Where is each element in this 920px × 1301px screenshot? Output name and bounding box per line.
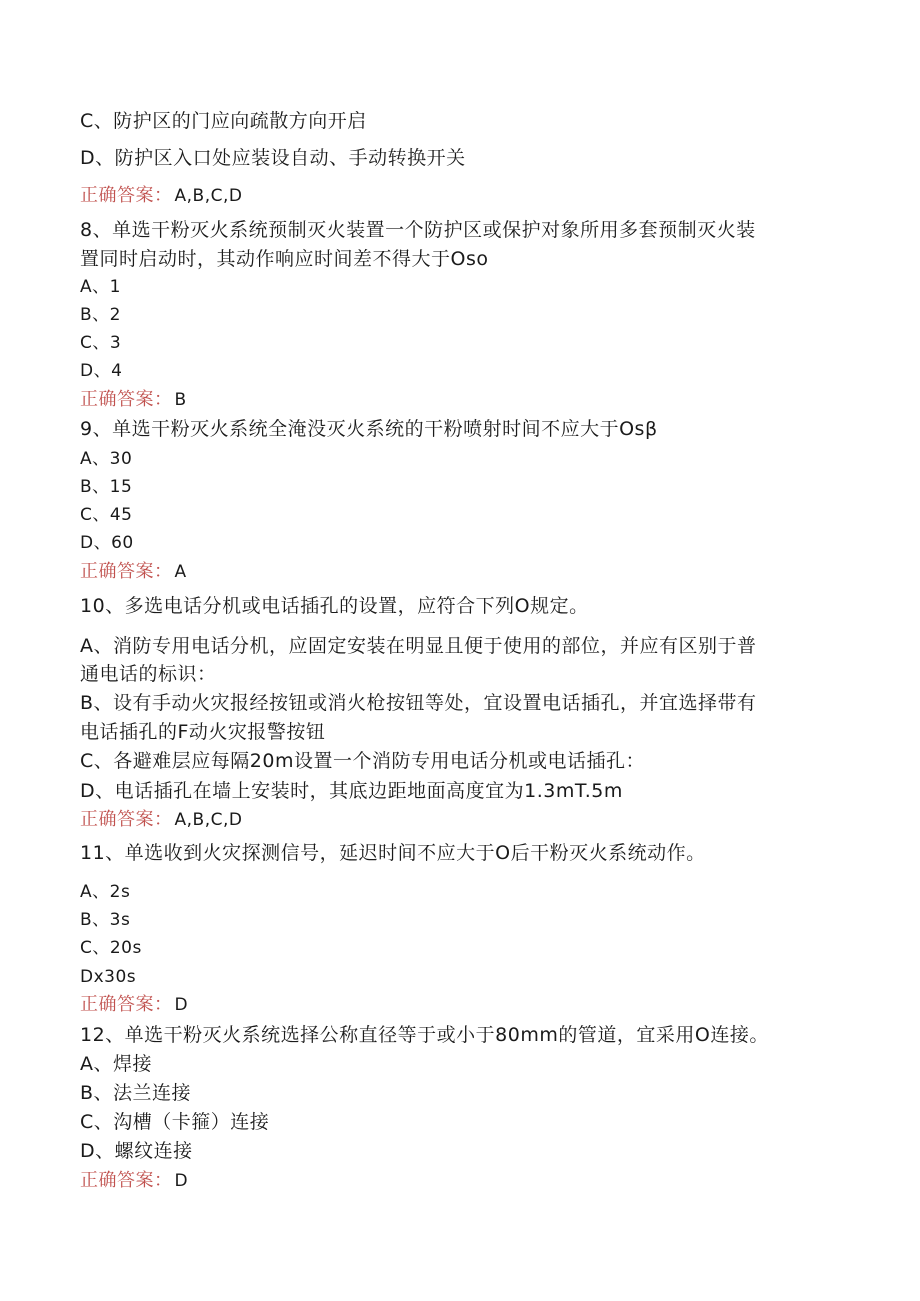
- option-b: B、3s: [80, 910, 131, 930]
- option-b: B、15: [80, 477, 133, 497]
- answer-line: [80, 1168, 188, 1194]
- option-c: C、沟槽（卡箍）连接: [80, 1111, 270, 1133]
- answer-value: A,B,C,D: [174, 810, 243, 830]
- answer-label: 正确答案：: [80, 185, 173, 206]
- option-b: B、2: [80, 305, 121, 325]
- option-a: A、1: [80, 277, 121, 297]
- answer-line: [80, 559, 187, 585]
- option-a: A、2s: [80, 882, 131, 902]
- option-a: A、消防专用电话分机，应固定安装在明显且便于使用的部位，并应有区别于普: [80, 635, 757, 657]
- option-c: C、3: [80, 333, 122, 353]
- answer-value: B: [174, 390, 187, 410]
- option-c: C、20s: [80, 938, 142, 958]
- answer-value: D: [174, 995, 189, 1015]
- option-d: D、螺纹连接: [80, 1140, 193, 1162]
- answer-label: 正确答案：: [80, 389, 173, 410]
- answer-line: [80, 387, 187, 413]
- answer-line: [80, 992, 188, 1018]
- option-d: D、4: [80, 361, 123, 381]
- answer-line: [80, 183, 242, 209]
- option-d: D、60: [80, 533, 134, 553]
- answer-label: 正确答案：: [80, 809, 173, 830]
- answer-value: A,B,C,D: [174, 186, 243, 206]
- answer-label: 正确答案：: [80, 994, 173, 1015]
- option-c: C、防护区的门应向疏散方向开启: [80, 110, 367, 132]
- question-12-text: 12、单选干粉灭火系统选择公称直径等于或小于80mm的管道，宜采用O连接。: [80, 1024, 769, 1046]
- question-8-text-cont: 置同时启动时，其动作响应时间差不得大于Oso: [80, 248, 489, 270]
- option-d: D、电话插孔在墙上安装时，其底边距地面高度宜为1.3mT.5m: [80, 780, 623, 802]
- option-a: A、焊接: [80, 1053, 152, 1075]
- answer-value: A: [174, 562, 187, 582]
- option-b-cont: 电话插孔的F动火灾报警按钮: [80, 721, 326, 743]
- question-11-text: 11、单选收到火灾探测信号，延迟时间不应大于O后干粉灭火系统动作。: [80, 842, 706, 864]
- option-a: A、30: [80, 449, 133, 469]
- answer-line: [80, 807, 242, 833]
- answer-value: D: [174, 1171, 189, 1191]
- question-10-text: 10、多选电话分机或电话插孔的设置，应符合下列O规定。: [80, 595, 589, 617]
- option-d: Dx30s: [80, 967, 137, 987]
- option-d: D、防护区入口处应装设自动、手动转换开关: [80, 147, 466, 169]
- question-8-text: 8、单选干粉灭火系统预制灭火装置一个防护区或保护对象所用多套预制灭火装: [80, 219, 756, 241]
- answer-label: 正确答案：: [80, 1170, 173, 1191]
- option-b: B、法兰连接: [80, 1082, 192, 1104]
- option-a-cont: 通电话的标识：: [80, 663, 217, 685]
- answer-label: 正确答案：: [80, 561, 173, 582]
- question-9-text: 9、单选干粉灭火系统全淹没灭火系统的干粉喷射时间不应大于Osβ: [80, 418, 658, 440]
- option-b: B、设有手动火灾报经按钮或消火枪按钮等处，宜设置电话插孔，并宜选择带有: [80, 692, 757, 714]
- option-c: C、各避难层应每隔20m设置一个消防专用电话分机或电话插孔：: [80, 750, 645, 772]
- option-c: C、45: [80, 505, 133, 525]
